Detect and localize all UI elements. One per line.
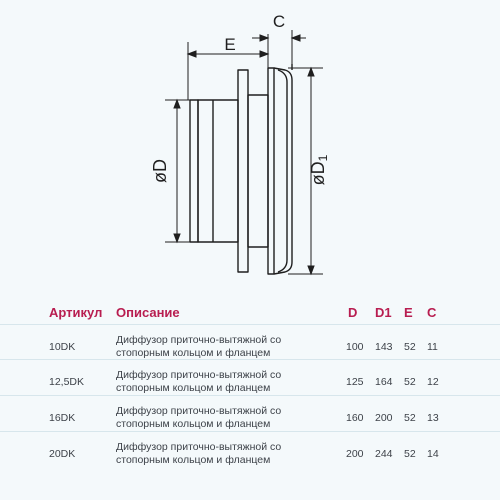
header-d: D	[348, 305, 358, 320]
table-row	[0, 431, 500, 477]
stop-ring	[238, 70, 268, 272]
description-line: Диффузор приточно-вытяжной со	[116, 441, 282, 453]
cell-article: 16DK	[49, 412, 76, 424]
dimension-c-label: C	[272, 12, 286, 31]
header-d1: D1	[375, 305, 392, 320]
header-e: E	[404, 305, 413, 320]
cell-e: 52	[404, 412, 416, 424]
cell-d: 100	[346, 341, 364, 353]
cell-e: 52	[404, 448, 416, 460]
cell-c: 13	[427, 412, 439, 424]
cell-c: 11	[427, 341, 438, 353]
description-line: Диффузор приточно-вытяжной со	[116, 405, 282, 417]
cell-c: 14	[427, 448, 439, 460]
cell-d1: 200	[375, 412, 393, 424]
cell-d: 125	[346, 376, 364, 388]
cell-description	[116, 405, 281, 431]
flange	[268, 64, 292, 274]
header-c: C	[427, 305, 437, 320]
description-line: стопорным кольцом и фланцем	[116, 382, 271, 394]
cell-c: 12	[427, 376, 439, 388]
cell-article: 20DK	[49, 448, 76, 460]
header-article: Артикул	[49, 305, 103, 320]
cell-description	[116, 369, 281, 395]
cell-e: 52	[404, 376, 416, 388]
description-line: стопорным кольцом и фланцем	[116, 454, 271, 466]
dimension-d	[165, 100, 200, 242]
cell-e: 52	[404, 341, 416, 353]
diffuser-sleeve	[190, 100, 238, 242]
description-line: стопорным кольцом и фланцем	[116, 347, 271, 359]
cell-description	[116, 441, 281, 467]
cell-article: 10DK	[49, 341, 76, 353]
cell-d: 200	[346, 448, 364, 460]
cell-description	[116, 334, 281, 360]
dimension-d-label: øD	[150, 159, 170, 183]
cell-article: 12,5DK	[49, 376, 85, 388]
dimension-e-label: E	[224, 35, 236, 54]
dimension-d1-label: øD1	[308, 154, 330, 186]
cell-d1: 244	[375, 448, 393, 460]
description-line: Диффузор приточно-вытяжной со	[116, 369, 282, 381]
dimension-c	[252, 30, 306, 64]
description-line: стопорным кольцом и фланцем	[116, 418, 271, 430]
description-line: Диффузор приточно-вытяжной со	[116, 334, 282, 346]
cell-d1: 143	[375, 341, 393, 353]
cell-d1: 164	[375, 376, 393, 388]
header-description: Описание	[116, 305, 180, 320]
cell-d: 160	[346, 412, 364, 424]
